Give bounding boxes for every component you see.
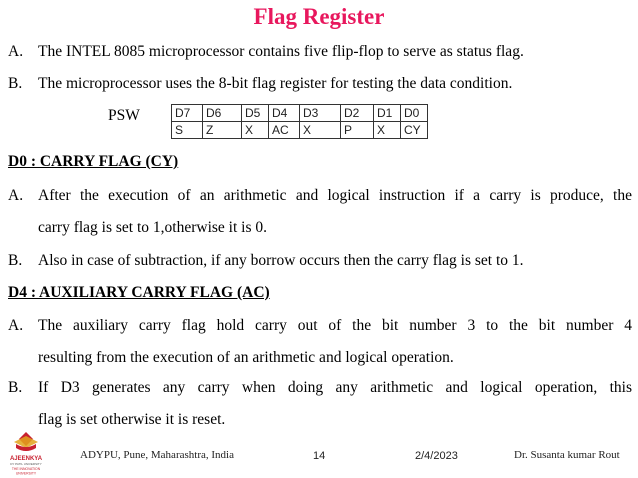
aux-item-b-line1: If D3 generates any carry when doing any arithmetic and logical operation, this <box>38 379 632 396</box>
carry-item-a <box>8 186 632 237</box>
psw-bit-d7: D7 <box>172 105 203 122</box>
psw-flag-z: Z <box>203 122 242 139</box>
carry-item-a-line2: carry flag is set to 1,otherwise it is 0. <box>38 219 268 236</box>
intro-item-a-marker: A. <box>8 43 24 60</box>
psw-flag-x3: X <box>374 122 401 139</box>
psw-bit-d0: D0 <box>401 105 428 122</box>
psw-flag-x1: X <box>242 122 269 139</box>
logo-tag2: UNIVERSITY <box>15 471 37 476</box>
carry-item-b-line1: Also in case of subtraction, if any borrow occurs then the carry flag is set to 1. <box>38 252 524 269</box>
footer-date: 2/4/2023 <box>415 450 458 462</box>
psw-bit-row <box>172 105 428 122</box>
aux-item-a-marker: A. <box>8 317 24 334</box>
aux-item-b-line2: flag is set otherwise it is reset. <box>38 411 226 428</box>
aux-item-a-line2: resulting from the execution of an arithmetic and logical operation. <box>38 349 454 366</box>
psw-bit-d5: D5 <box>242 105 269 122</box>
psw-bit-d2: D2 <box>341 105 374 122</box>
intro-item-a-text: The INTEL 8085 microprocessor contains five flip-flop to serve as status flag. <box>38 43 524 60</box>
psw-flag-x2: X <box>300 122 341 139</box>
psw-flag-cy: CY <box>401 122 428 139</box>
intro-item-b <box>8 74 632 93</box>
carry-item-a-line1: After the execution of an arithmetic and logical instruction if a carry is produce, the <box>38 187 632 204</box>
aux-item-b-marker: B. <box>8 379 23 396</box>
slide-title: Flag Register <box>253 4 385 29</box>
psw-bit-d6: D6 <box>203 105 242 122</box>
psw-bit-d3: D3 <box>300 105 341 122</box>
carry-item-b <box>8 251 632 270</box>
psw-label: PSW <box>108 107 140 124</box>
psw-flag-s: S <box>172 122 203 139</box>
footer-institution: ADYPU, Pune, Maharashtra, India <box>80 449 234 461</box>
psw-flag-p: P <box>341 122 374 139</box>
logo-sub: DY PATIL UNIVERSITY <box>10 462 42 466</box>
intro-item-a <box>8 42 632 61</box>
psw-flag-ac: AC <box>269 122 300 139</box>
logo-tag1: THE INNOVATION <box>11 467 41 471</box>
psw-flag-row <box>172 122 428 139</box>
aux-item-a <box>8 316 632 367</box>
psw-table <box>171 104 428 139</box>
carry-item-b-marker: B. <box>8 252 23 269</box>
aux-carry-flag-heading: D4 : AUXILIARY CARRY FLAG (AC) <box>8 284 270 301</box>
intro-item-b-text: The microprocessor uses the 8-bit flag register for testing the data condition. <box>38 75 513 92</box>
logo-name: AJEENKYA <box>9 456 43 462</box>
footer-page-number: 14 <box>313 450 326 462</box>
psw-bit-d1: D1 <box>374 105 401 122</box>
logo-emblem-icon <box>14 432 38 451</box>
university-logo <box>6 430 46 476</box>
psw-bit-d4: D4 <box>269 105 300 122</box>
aux-item-a-line1: The auxiliary carry flag hold carry out of the bit number 3 to the bit number 4 <box>38 317 632 334</box>
intro-item-b-marker: B. <box>8 75 23 92</box>
carry-item-a-marker: A. <box>8 187 24 204</box>
carry-flag-heading: D0 : CARRY FLAG (CY) <box>8 153 179 170</box>
aux-item-b <box>8 378 632 429</box>
footer-author: Dr. Susanta kumar Rout <box>514 449 620 461</box>
